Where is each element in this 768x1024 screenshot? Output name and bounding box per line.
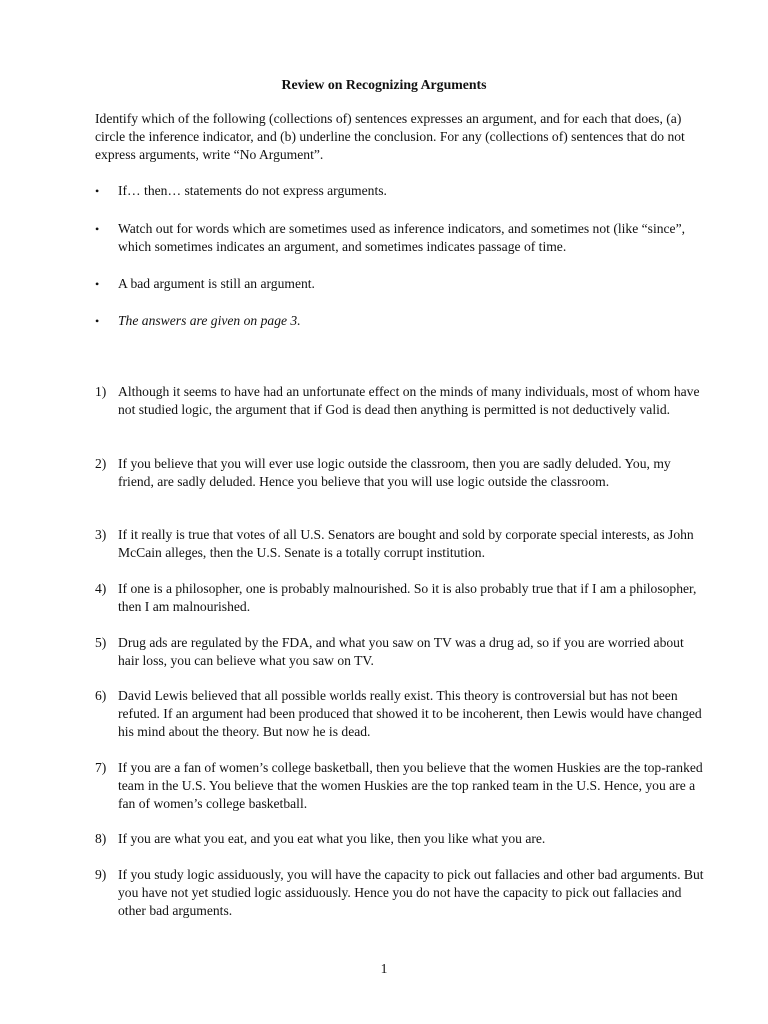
exercise-text: If it really is true that votes of all U.S. Senators are bought and sold by corporate special interests, as John McCain alleges, then the U.S. Senate is a totally corrupt institution. xyxy=(118,527,694,560)
exercise-text: Drug ads are regulated by the FDA, and what you saw on TV was a drug ad, so if you are worried about hair loss, you can believe what you saw on TV. xyxy=(118,635,684,668)
exercise-text: If you are what you eat, and you eat what you like, then you like what you are. xyxy=(118,831,546,846)
bullet-dot: • xyxy=(95,184,100,198)
exercise-text: If one is a philosopher, one is probably malnourished. So it is also probably true that if I am a philosopher, then I am malnourished. xyxy=(118,581,697,614)
exercise-number: 8) xyxy=(95,831,107,846)
exercise-number: 5) xyxy=(95,635,107,650)
exercise-text: Although it seems to have had an unfortunate effect on the minds of many individuals, most of whom have not studied logic, the argument that if God is dead then anything is permitted is not deductively valid. xyxy=(118,384,700,417)
exercise-number: 2) xyxy=(95,456,107,471)
exercise-text: If you study logic assiduously, you will have the capacity to pick out fallacies and other bad arguments. But you have not yet studied logic assiduously. Hence you do not have the capacity to pick out fallacies and other bad arguments. xyxy=(118,867,704,918)
exercise-number: 1) xyxy=(95,384,107,399)
bullet-text: The answers are given on page 3. xyxy=(118,313,301,328)
exercise-number: 7) xyxy=(95,760,107,775)
instructions-paragraph: Identify which of the following (collections of) sentences expresses an argument, and for each that does, (a) circle the inference indicator, and (b) underline the conclusion. For any (collections of) sentences that do not express arguments, write “No Argument”. xyxy=(95,111,685,162)
exercise-number: 9) xyxy=(95,867,107,882)
document-title: Review on Recognizing Arguments xyxy=(281,77,487,92)
bullet-dot: • xyxy=(95,277,100,291)
page-number: 1 xyxy=(380,961,388,976)
exercise-number: 3) xyxy=(95,527,107,542)
bullet-dot: • xyxy=(95,222,100,236)
bullet-text: Watch out for words which are sometimes used as inference indicators, and sometimes not (like “since”, which sometimes indicates an argument, and sometimes indicates passage of time. xyxy=(118,221,686,254)
bullet-text: If… then… statements do not express arguments. xyxy=(118,183,387,198)
exercise-text: David Lewis believed that all possible worlds really exist. This theory is controversial but has not been refuted. If an argument had been produced that showed it to be incoherent, then Lewis would have changed his mind about the theory. But now he is dead. xyxy=(118,688,702,739)
exercise-text: If you believe that you will ever use logic outside the classroom, then you are sadly deluded. You, my friend, are sadly deluded. Hence you believe that you will use logic outside the classroom. xyxy=(118,456,671,489)
exercise-number: 6) xyxy=(95,688,107,703)
bullet-text: A bad argument is still an argument. xyxy=(118,276,315,291)
exercise-number: 4) xyxy=(95,581,107,596)
bullet-dot: • xyxy=(95,314,100,328)
exercise-text: If you are a fan of women’s college basketball, then you believe that the women Huskies are the top-ranked team in the U.S. You believe that the women Huskies are the top ranked team in the U.S. Hence, you are a fan of women’s college basketball. xyxy=(118,760,703,811)
